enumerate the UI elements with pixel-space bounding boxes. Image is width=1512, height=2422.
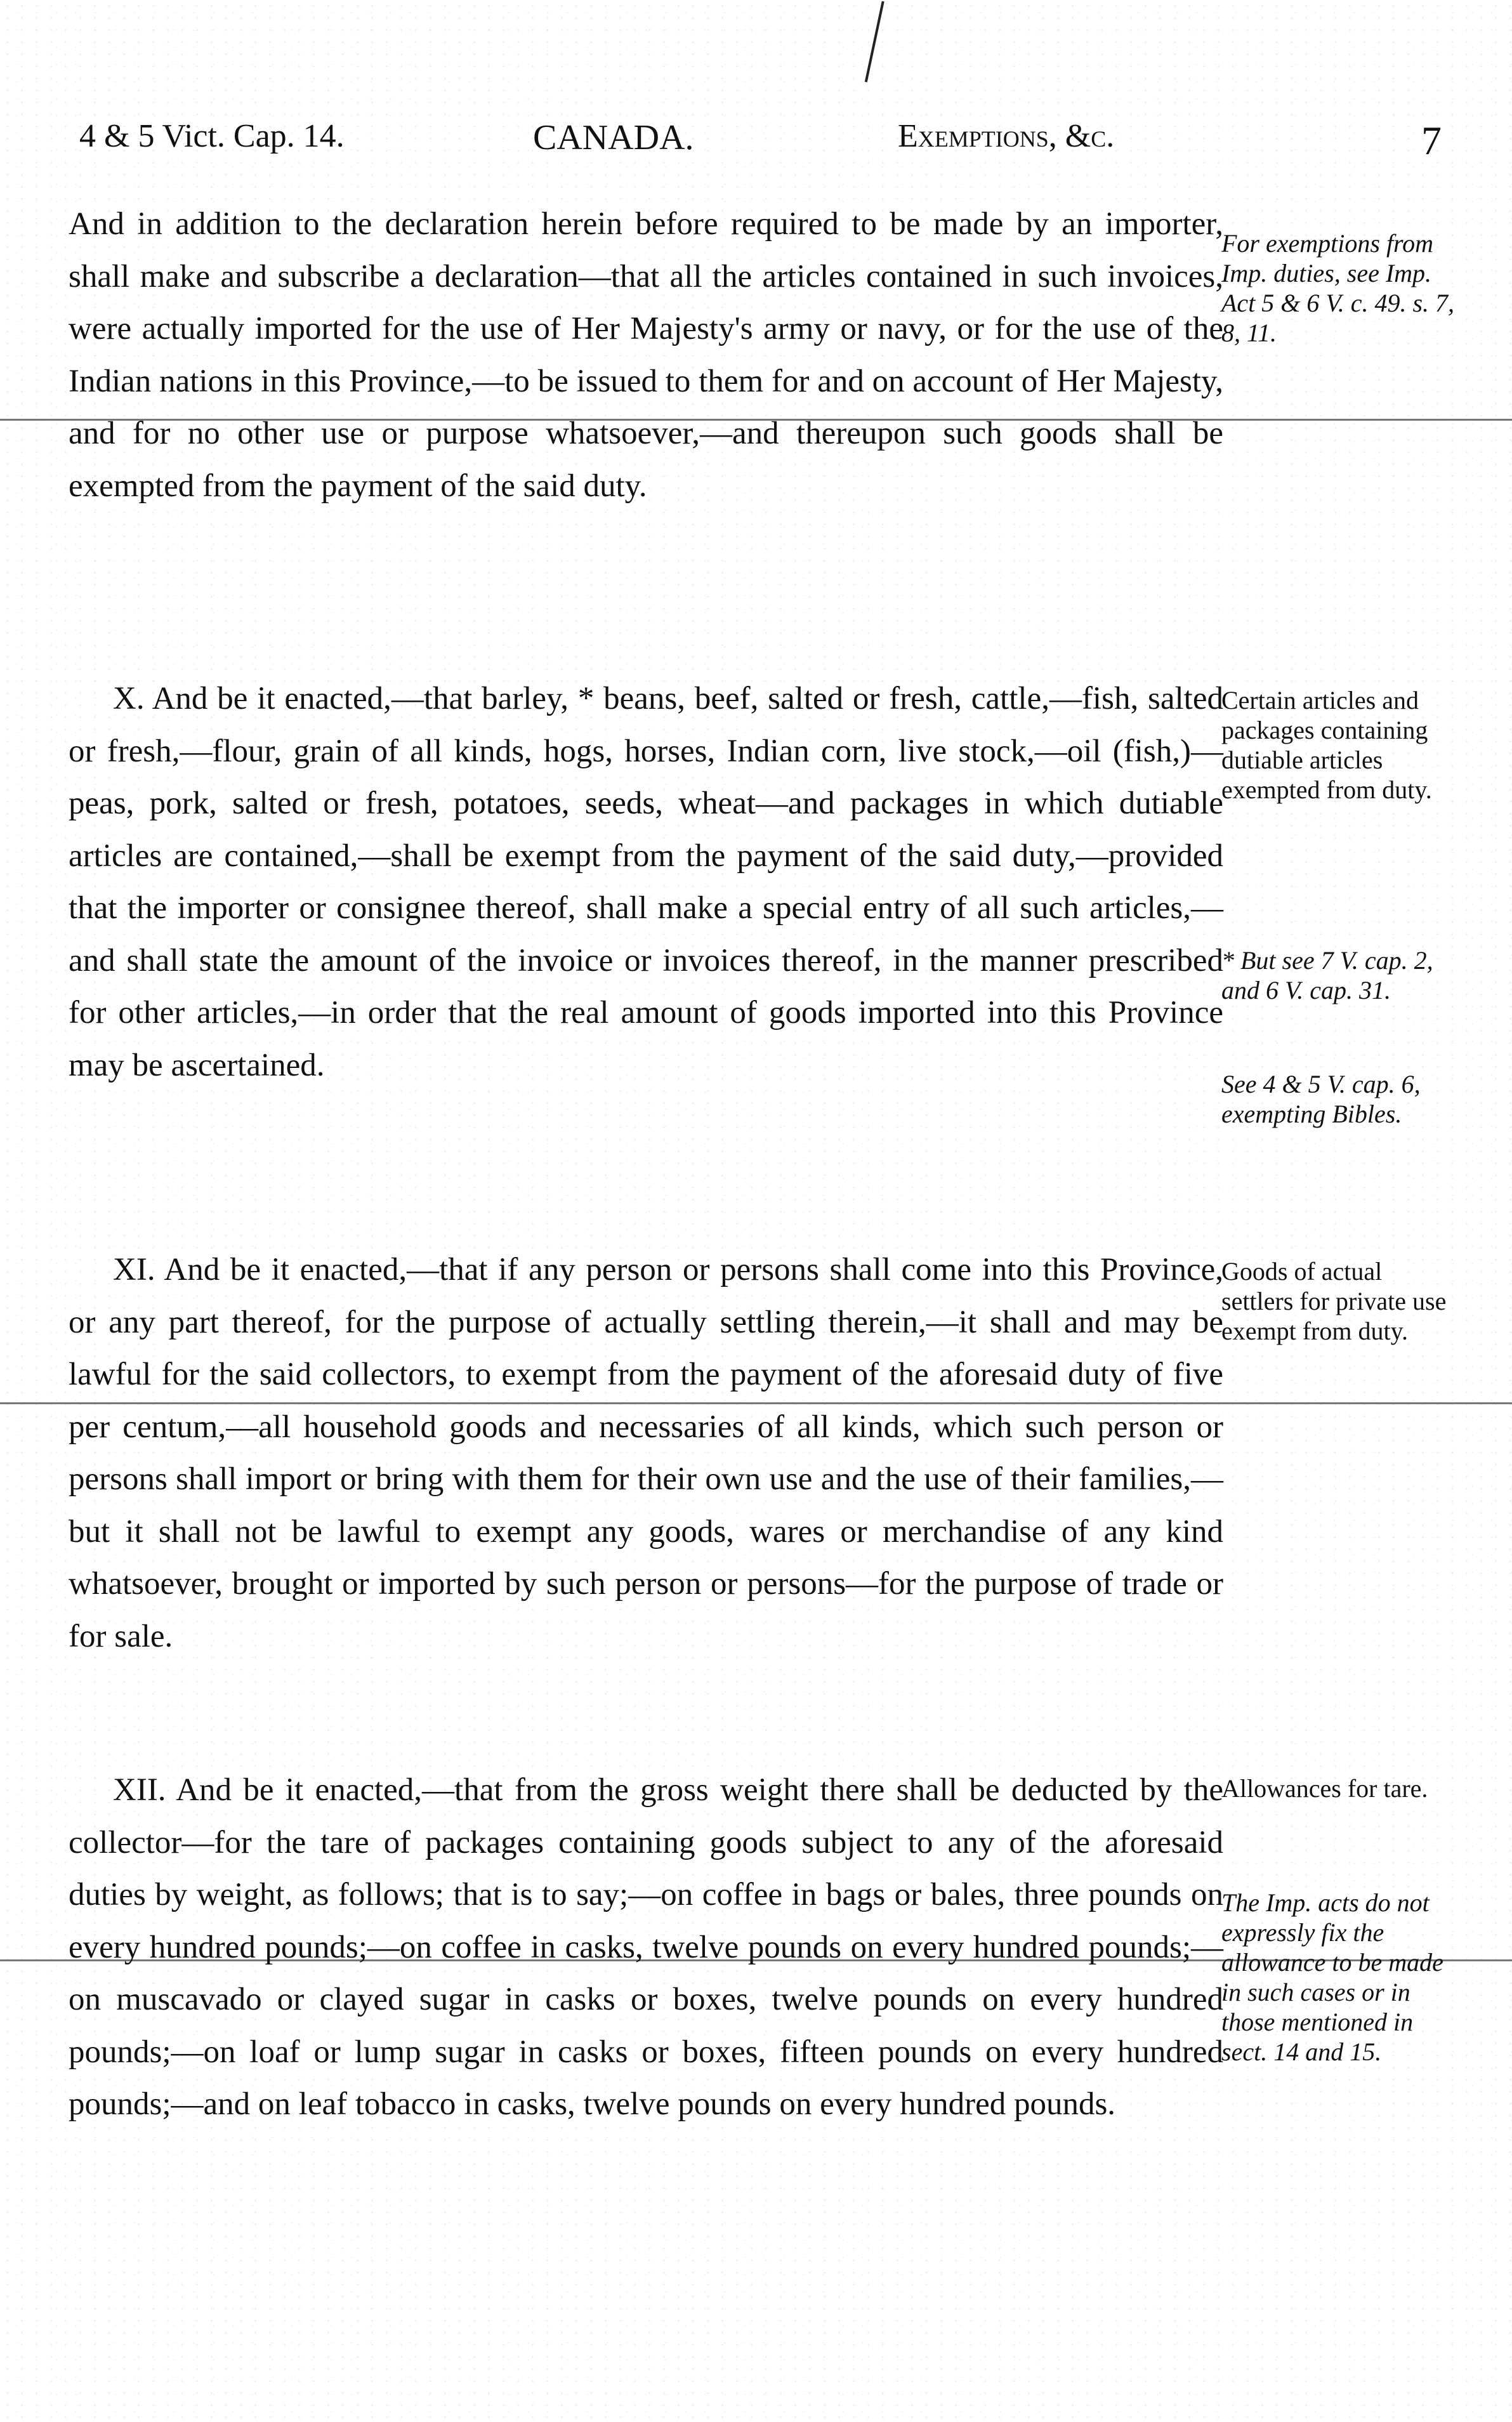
page-number: 7 [1421, 118, 1442, 163]
margin-note-imp-acts: The Imp. acts do not expressly fix the allowance to be made in such cases or in those mentioned in sect. 14 and 15. [1221, 1888, 1443, 2066]
paragraph-text: XI. And be it enacted,—that if any person or persons shall come into this Province, or any part thereof, for the purpose of actually settling therein,—it shall and may be lawful for the said collectors, to exempt from the payment of the aforesaid duty of five per centum,—all household goods and necessaries of all kinds, which such person or persons shall import or bring with them for their own use and the use of their families,—but it shall not be lawful to exempt any goods, wares or merchandise of any kind whatsoever, brought or imported by such person or persons—for the purpose of trade or for sale. [69, 1252, 1223, 1654]
paragraph-1 [69, 198, 1223, 512]
margin-note-but-see: * But see 7 V. cap. 2, and 6 V. cap. 31. [1221, 946, 1433, 1004]
header-title: CANADA. [533, 118, 694, 157]
paragraph-text: And in addition to the declaration herein before required to be made by an importer, shall make and subscribe a declaration—that all the articles contained in such invoices, were actually imported for the use of Her Majesty's army or navy, or for the use of the Indian nations in this Province,—to be issued to them for and on account of Her Majesty, and for no other use or purpose whatsoever,—and thereupon such goods shall be exempted from the payment of the said duty. [69, 206, 1223, 504]
paragraph-section-xii [69, 1764, 1223, 2131]
paragraph-text: XII. And be it enacted,—that from the gross weight there shall be deducted by the collector—for the tare of packages containing goods subject to any of the aforesaid duties by weight, as follows; that is to say;—on coffee in bags or bales, three pounds on every hundred pounds;—on coffee in casks, twelve pounds on every hundred pounds;—on muscavado or clayed sugar in casks or boxes, twelve pounds on every hundred pounds;—on loaf or lump sugar in casks or boxes, fifteen pounds on every hundred pounds;—and on leaf tobacco in casks, twelve pounds on every hundred pounds. [69, 1772, 1223, 2122]
running-header [79, 117, 1456, 174]
margin-note-certain-articles: Certain articles and packages containing dutiable articles exempted from duty. [1221, 686, 1432, 804]
margin-note-bibles: See 4 & 5 V. cap. 6, exempting Bibles. [1221, 1070, 1421, 1128]
paragraph-section-xi [69, 1244, 1223, 1662]
margin-note-settlers: Goods of actual settlers for private use exempt from duty. [1221, 1257, 1447, 1345]
margin-note-tare: Allowances for tare. [1221, 1774, 1428, 1803]
header-chapter: 4 & 5 Vict. Cap. 14. [79, 118, 345, 154]
paragraph-section-x [69, 673, 1223, 1091]
pen-mark [852, 0, 884, 82]
margin-note-exemptions: For exemptions from Imp. duties, see Imp. Act 5 & 6 V. c. 49. s. 7, 8, 11. [1221, 229, 1455, 347]
paragraph-text: X. And be it enacted,—that barley, * beans, beef, salted or fresh, cattle,—fish, salted or fresh,—flour, grain of all kinds, hogs, horses, Indian corn, live stock,—oil (fish,)—peas, pork, salted or fresh, potatoes, seeds, wheat—and packages in which dutiable articles are contained,—shall be exempt from the payment of the said duty,—provided that the importer or consignee thereof, shall make a special entry of all such articles,—and shall state the amount of the invoice or invoices thereof, in the manner prescribed for other articles,—in order that the real amount of goods imported into this Province may be ascertained. [69, 681, 1223, 1083]
header-section: Exemptions, &c. [898, 118, 1115, 154]
